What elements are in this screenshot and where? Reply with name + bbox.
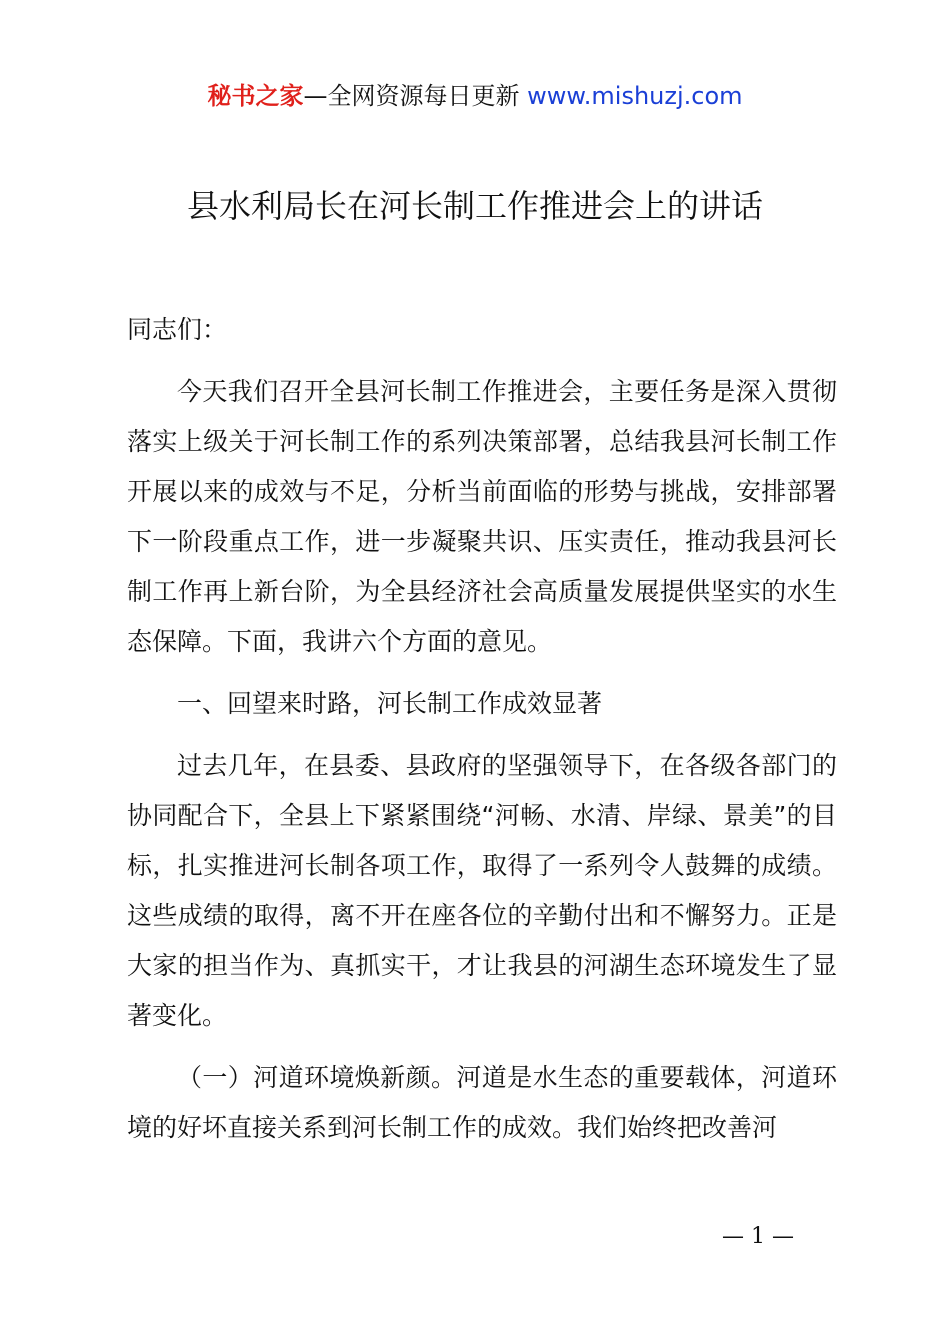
- paragraph-intro: 今天我们召开全县河长制工作推进会，主要任务是深入贯彻落实上级关于河长制工作的系列决策部署，总结我县河长制工作开展以来的成效与不足，分析当前面临的形势与挑战，安排部署下一阶段重点工作，进一步凝聚共识、压实责任，推动我县河长制工作再上新台阶，为全县经济社会高质量发展提供坚实的水生态保障。下面，我讲六个方面的意见。: [127, 377, 837, 656]
- section-heading: 一、回望来时路，河长制工作成效显著: [177, 689, 603, 718]
- site-name: 秘书之家: [207, 82, 304, 110]
- site-slogan: —全网资源每日更新: [303, 82, 520, 110]
- paragraph-achievements: 过去几年，在县委、县政府的坚强领导下，在各级各部门的协同配合下，全县上下紧紧围绕“河畅、水清、岸绿、景美”的目标，扎实推进河长制各项工作，取得了一系列令人鼓舞的成绩。这些成绩的取得，离不开在座各位的辛勤付出和不懈努力。正是大家的担当作为、真抓实干，才让我县的河湖生态环境发生了显著变化。: [127, 751, 837, 1030]
- site-banner: [0, 80, 950, 112]
- document-title: 县水利局长在河长制工作推进会上的讲话: [186, 187, 763, 225]
- page-number: — 1 —: [722, 1224, 794, 1249]
- paragraph-river-environment: （一）河道环境焕新颜。河道是水生态的重要载体，河道环境的好坏直接关系到河长制工作的成效。我们始终把改善河: [127, 1063, 837, 1142]
- site-url-link[interactable]: www.mishuzj.com: [527, 82, 743, 110]
- salutation: 同志们：: [127, 315, 228, 344]
